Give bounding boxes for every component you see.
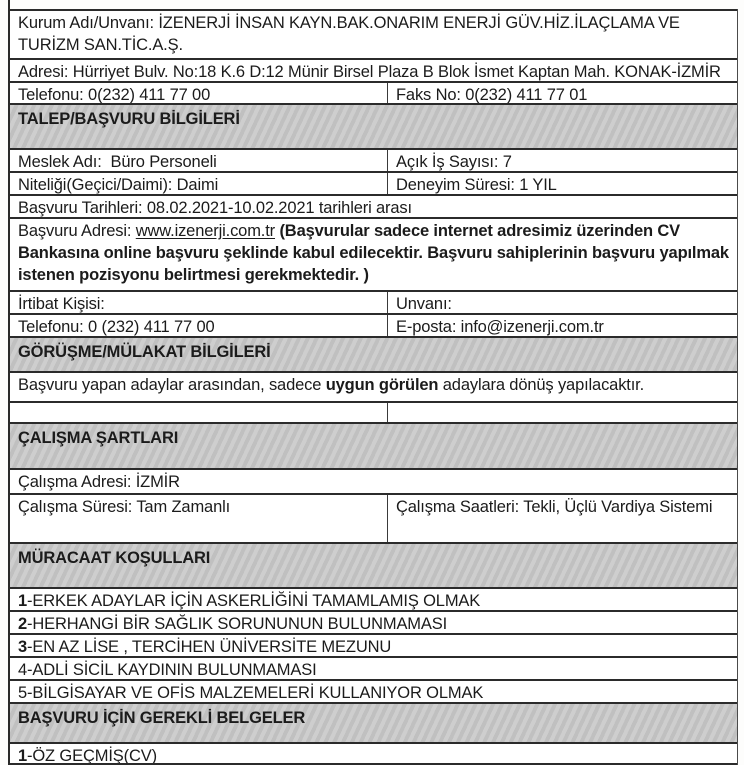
section-header-gorusme-mulakat bbox=[10, 336, 737, 371]
gorusme-text-post: adaylara dönüş yapılacaktır. bbox=[442, 376, 645, 394]
gorusme-text-pre: Başvuru yapan adaylar arasından, sadece bbox=[18, 376, 322, 394]
row-telefon-faks bbox=[10, 81, 737, 103]
section-title: GÖRÜŞME/MÜLAKAT BİLGİLERİ bbox=[18, 343, 271, 361]
condition-row bbox=[10, 610, 737, 633]
row-basvuru-adresi bbox=[10, 217, 737, 290]
section-title: MÜRACAAT KOŞULLARI bbox=[18, 549, 211, 567]
previous-row-sliver bbox=[8, 0, 738, 9]
nitelik: Niteliği(Geçici/Daimi): Daimi bbox=[10, 173, 388, 194]
section-title: ÇALIŞMA ŞARTLARI bbox=[18, 429, 179, 447]
kurum-adresi: Adresi: Hürriyet Bulv. No:18 K.6 D:12 Münir Birsel Plaza B Blok İsmet Kaptan Mah. KONAK-İZMİR bbox=[18, 63, 721, 81]
calisma-adresi: Çalışma Adresi: İZMİR bbox=[18, 473, 180, 491]
condition-text: -EN AZ LİSE , TERCİHEN ÜNİVERSİTE MEZUNU bbox=[27, 638, 392, 656]
condition-number: 2 bbox=[18, 615, 28, 633]
job-posting-table bbox=[8, 9, 738, 765]
condition-text: -BİLGİSAYAR VE OFİS MALZEMELERİ KULLANIYOR OLMAK bbox=[27, 684, 484, 702]
row-calisma-suresi-saatleri bbox=[10, 493, 737, 542]
section-title: TALEP/BAŞVURU BİLGİLERİ bbox=[18, 110, 240, 128]
gorusme-text-bold: uygun görülen bbox=[325, 376, 439, 394]
condition-text: -ERKEK ADAYLAR İÇİN ASKERLİĞİNİ TAMAMLAMIŞ OLMAK bbox=[27, 592, 481, 610]
condition-item bbox=[10, 681, 737, 702]
required-document-item bbox=[10, 744, 737, 763]
document-sheet bbox=[8, 0, 738, 765]
acik-is-sayisi: Açık İş Sayısı: 7 bbox=[396, 153, 512, 171]
row-oz-gecmis bbox=[10, 742, 737, 765]
condition-number: 5 bbox=[18, 684, 28, 702]
empty-cell-right bbox=[388, 403, 737, 422]
condition-item bbox=[10, 612, 737, 633]
calisma-suresi: Çalışma Süresi: Tam Zamanlı bbox=[10, 495, 388, 542]
row-gorusme-text bbox=[10, 371, 737, 401]
condition-row bbox=[10, 587, 737, 610]
kurum-faks: Faks No: 0(232) 411 77 01 bbox=[396, 86, 588, 103]
condition-row bbox=[10, 679, 737, 702]
basvuru-adresi-label: Başvuru Adresi: bbox=[18, 222, 136, 240]
meslek-adi: Meslek Adı: Büro Personeli bbox=[10, 150, 388, 171]
eposta: E-posta: info@izenerji.com.tr bbox=[396, 318, 604, 336]
irtibat-kisisi: İrtibat Kişisi: bbox=[10, 292, 388, 313]
row-telefon-eposta bbox=[10, 313, 737, 336]
condition-item bbox=[10, 589, 737, 610]
section-header-gerekli-belgeler bbox=[10, 702, 737, 742]
empty-cell-left bbox=[10, 403, 388, 422]
row-meslek bbox=[10, 148, 737, 171]
condition-row bbox=[10, 656, 737, 679]
condition-item bbox=[10, 635, 737, 656]
deneyim-suresi: Deneyim Süresi: 1 YIL bbox=[396, 176, 557, 194]
section-header-calisma-sartlari bbox=[10, 422, 737, 468]
row-adresi bbox=[10, 58, 737, 81]
kurum-telefonu: Telefonu: 0(232) 411 77 00 bbox=[10, 83, 388, 103]
document-number: 1 bbox=[18, 747, 28, 763]
row-basvuru-tarihleri bbox=[10, 194, 737, 217]
document-text: -ÖZ GEÇMİŞ(CV) bbox=[27, 747, 157, 763]
condition-text: -HERHANGİ BİR SAĞLIK SORUNUNUN BULUNMAMASI bbox=[27, 615, 448, 633]
condition-item bbox=[10, 658, 737, 679]
condition-text: -ADLİ SİCİL KAYDININ BULUNMAMASI bbox=[27, 661, 317, 679]
basvuru-adresi bbox=[10, 219, 737, 290]
section-header-muracaat-kosullari bbox=[10, 542, 737, 587]
row-nitelik bbox=[10, 171, 737, 194]
gorusme-aciklama bbox=[10, 373, 737, 401]
condition-number: 4 bbox=[18, 661, 28, 679]
row-kurum bbox=[10, 9, 737, 58]
unvani: Unvanı: bbox=[396, 295, 452, 313]
condition-number: 1 bbox=[18, 592, 28, 610]
calisma-saatleri: Çalışma Saatleri: Tekli, Üçlü Vardiya Sistemi bbox=[396, 498, 713, 516]
kurum-adi-unvani: Kurum Adı/Unvanı: İZENERJİ İNSAN KAYN.BAK.ONARIM ENERJİ GÜV.HİZ.İLAÇLAMA VE TURİZM SAN.TİC.A.Ş. bbox=[18, 14, 684, 54]
section-header-talep-basvuru bbox=[10, 103, 737, 148]
row-irtibat bbox=[10, 290, 737, 313]
section-title: BAŞVURU İÇİN GEREKLİ BELGELER bbox=[18, 709, 306, 727]
condition-number: 3 bbox=[18, 638, 28, 656]
irtibat-telefonu: Telefonu: 0 (232) 411 77 00 bbox=[10, 315, 388, 336]
basvuru-tarihleri: Başvuru Tarihleri: 08.02.2021-10.02.2021 tarihleri arası bbox=[18, 199, 412, 217]
basvuru-adresi-note: (Başvurular sadece internet adresimiz üzerinden CV Bankasına online başvuru şeklinde kabul edilecektir. Başvuru sahiplerinin başvuru yapılmak istenen pozisyonu belirtmesi gerekmektedir. ) bbox=[18, 222, 729, 284]
basvuru-adresi-url: www.izenerji.com.tr bbox=[135, 222, 276, 240]
condition-row bbox=[10, 633, 737, 656]
row-calisma-adresi bbox=[10, 468, 737, 493]
row-empty-two-col bbox=[10, 401, 737, 422]
